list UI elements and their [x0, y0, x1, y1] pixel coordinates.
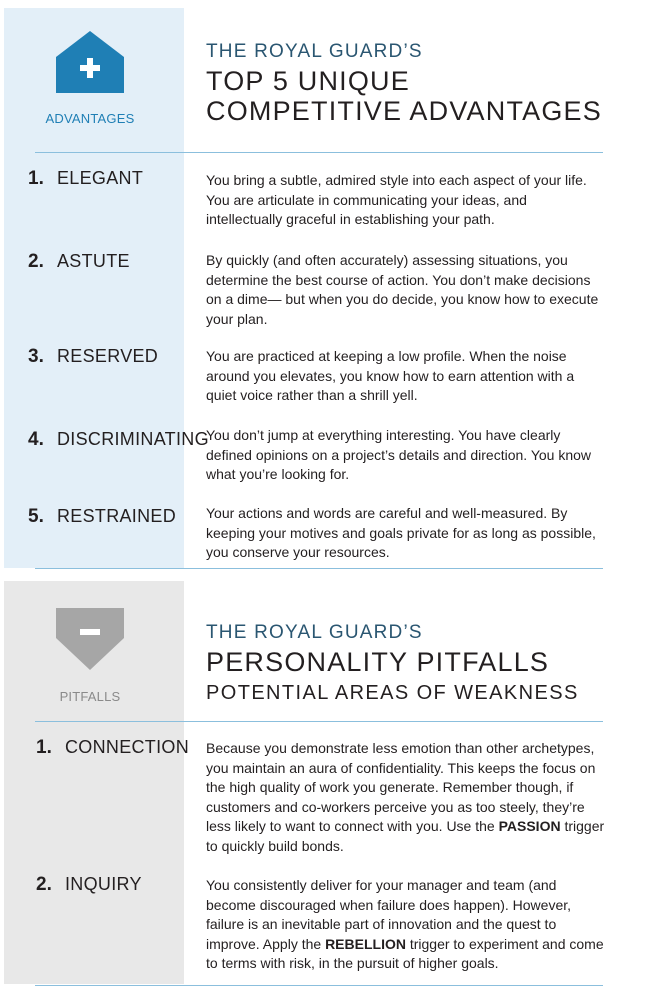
divider — [35, 985, 603, 986]
item-description: You don’t jump at everything interesting. You have clearly defined opinions on a project’s details and direction. You know what you’re looking for. — [206, 427, 592, 482]
item-number: 3. — [28, 346, 44, 367]
pitfalls-headline: PERSONALITY PITFALLS — [206, 647, 550, 677]
divider — [35, 568, 603, 569]
item-description: You are practiced at keeping a low profile. When the noise around you elevates, you know how to earn attention with a quiet voice rather than a shrill yell. — [206, 348, 575, 403]
divider — [35, 152, 603, 153]
pitfalls-subhead: POTENTIAL AREAS OF WEAKNESS — [206, 682, 579, 704]
item-description — [206, 876, 606, 974]
pitfalls-label: PITFALLS — [59, 689, 121, 704]
item-description — [206, 739, 606, 856]
trigger-keyword: REBELLION — [325, 935, 406, 952]
divider — [35, 721, 603, 722]
item-name: ASTUTE — [57, 251, 130, 271]
item-number: 5. — [28, 506, 44, 527]
trigger-keyword: PASSION — [498, 818, 561, 834]
item-name: DISCRIMINATING — [57, 429, 209, 449]
item-number: 2. — [28, 251, 44, 272]
item-description-text: trigger to experiment and come to terms with risk, in the pursuit of higher goals. — [206, 935, 604, 971]
item-name: CONNECTION — [65, 737, 189, 757]
advantages-eyebrow: THE ROYAL GUARD’S — [206, 41, 423, 62]
item-number: 1. — [28, 168, 44, 189]
item-name: ELEGANT — [57, 168, 144, 188]
item-description-text: trigger to quickly build bonds. — [206, 818, 605, 854]
advantages-headline-line1: TOP 5 UNIQUE — [206, 66, 410, 96]
item-number: 4. — [28, 429, 44, 450]
advantages-label: ADVANTAGES — [45, 111, 135, 126]
item-description: By quickly (and often accurately) assessing situations, you determine the best course of action. You don’t make decisions on a dime— but when you do decide, you know how to execute your plan. — [206, 252, 599, 327]
item-name: RESTRAINED — [57, 506, 177, 526]
pitfalls-eyebrow: THE ROYAL GUARD’S — [206, 622, 423, 643]
item-number: 2. — [36, 874, 52, 895]
item-name: RESERVED — [57, 346, 159, 366]
plus-house-icon — [56, 31, 124, 93]
item-name: INQUIRY — [65, 874, 142, 894]
item-number: 1. — [36, 737, 52, 758]
advantages-headline-line2: COMPETITIVE ADVANTAGES — [206, 96, 602, 126]
minus-shield-icon — [56, 608, 124, 670]
item-description: You bring a subtle, admired style into each aspect of your life. You are articulate in communicating your ideas, and intellectually graceful in establishing your path. — [206, 172, 587, 227]
item-description: Your actions and words are careful and well-measured. By keeping your motives and goals private for as long as possible, you conserve your resources. — [206, 505, 596, 560]
item-description-text: Because you demonstrate less emotion than other archetypes, you maintain an aura of confidentiality. This keeps the focus on the high quality of work you generate. Remember though, if customers and co-workers perceive you as too steely, they’re less likely to want to connect with you. Use the — [206, 740, 596, 834]
item-description-text: You consistently deliver for your manager and team (and become discouraged when failure does happen). However, failure is an inevitable part of innovation and the quest to improve. Apply the — [206, 877, 572, 952]
